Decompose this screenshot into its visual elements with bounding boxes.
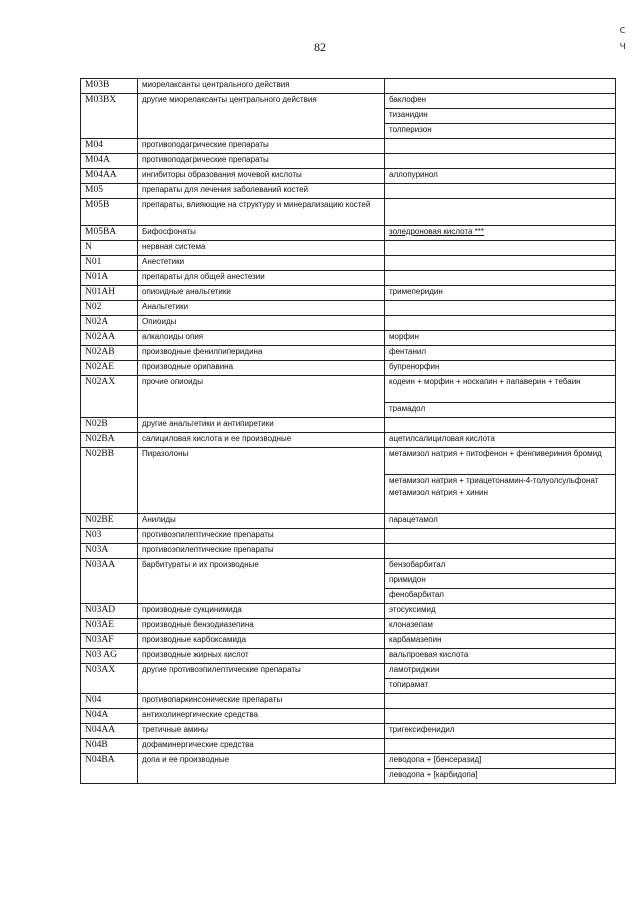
atc-code-cell: N04 — [81, 694, 138, 709]
medicine-cell — [385, 271, 616, 286]
table-row — [81, 331, 616, 346]
group-name-cell: прочие опиоиды — [138, 376, 385, 418]
medicine-cell: бензобарбитал — [385, 559, 616, 574]
atc-code-cell: M05 — [81, 184, 138, 199]
medicine-cell: леводопа + [карбидопа] — [385, 769, 616, 784]
table-row — [81, 694, 616, 709]
atc-code-cell: N01A — [81, 271, 138, 286]
medicine-cell: кодеин + морфин + носкапин + папаверин + тебаин — [385, 376, 616, 403]
atc-code-cell: N03 — [81, 529, 138, 544]
group-name-cell: Пиразолоны — [138, 448, 385, 514]
medicine-cell: трамадол — [385, 403, 616, 418]
corner-mark-top: с — [619, 23, 626, 36]
medicine-cell: морфин — [385, 331, 616, 346]
atc-code-cell: N03AA — [81, 559, 138, 604]
group-name-cell: другие противоэпилептические препараты — [138, 664, 385, 694]
group-name-cell: другие анальгетики и антипиретики — [138, 418, 385, 433]
medicine-cell — [385, 694, 616, 709]
atc-code-cell: N02A — [81, 316, 138, 331]
group-name-cell: препараты, влияющие на структуру и минерализацию костей — [138, 199, 385, 226]
table-row — [81, 241, 616, 256]
table-row — [81, 709, 616, 724]
table-row — [81, 418, 616, 433]
medicine-cell: аллопуринол — [385, 169, 616, 184]
atc-code-cell: N03AD — [81, 604, 138, 619]
medicine-cell: тригексифенидил — [385, 724, 616, 739]
medicine-cell: топирамат — [385, 679, 616, 694]
atc-code-cell: N02 — [81, 301, 138, 316]
medicine-cell — [385, 139, 616, 154]
table-row — [81, 514, 616, 529]
group-name-cell: барбитураты и их производные — [138, 559, 385, 604]
group-name-cell: антихолинергические средства — [138, 709, 385, 724]
medicine-cell: золедроновая кислота *** — [385, 226, 616, 241]
group-name-cell: противоэпилептические препараты — [138, 529, 385, 544]
atc-code-cell: N02AB — [81, 346, 138, 361]
medicine-cell: карбамазепин — [385, 634, 616, 649]
atc-code-cell: N03AE — [81, 619, 138, 634]
group-name-cell: ингибиторы образования мочевой кислоты — [138, 169, 385, 184]
table-row — [81, 256, 616, 271]
medicine-cell — [385, 316, 616, 331]
medicine-cell: вальпроевая кислота — [385, 649, 616, 664]
atc-code-cell: M05B — [81, 199, 138, 226]
group-name-cell: производные жирных кислот — [138, 649, 385, 664]
medicine-cell: примидон — [385, 574, 616, 589]
group-name-cell: препараты для лечения заболеваний костей — [138, 184, 385, 199]
table-row — [81, 724, 616, 739]
table-row — [81, 184, 616, 199]
atc-code-cell: M05BA — [81, 226, 138, 241]
medicine-cell: этосуксимид — [385, 604, 616, 619]
medicine-cell — [385, 154, 616, 169]
table-row — [81, 271, 616, 286]
atc-code-cell: N04A — [81, 709, 138, 724]
group-name-cell: дофаминергические средства — [138, 739, 385, 754]
table-row — [81, 604, 616, 619]
table-row — [81, 301, 616, 316]
medicine-cell: ацетилсалициловая кислота — [385, 433, 616, 448]
medicine-cell — [385, 529, 616, 544]
corner-mark-bottom: ч — [619, 39, 626, 52]
medicine-cell: бупренорфин — [385, 361, 616, 376]
table-row — [81, 376, 616, 403]
group-name-cell: производные бензодиазепина — [138, 619, 385, 634]
atc-code-cell: N02BE — [81, 514, 138, 529]
table-row — [81, 286, 616, 301]
group-name-cell: салициловая кислота и ее производные — [138, 433, 385, 448]
atc-code-cell: M04A — [81, 154, 138, 169]
atc-code-cell: N02B — [81, 418, 138, 433]
atc-code-cell: N02BB — [81, 448, 138, 514]
table-row — [81, 79, 616, 94]
medicine-cell: толперизон — [385, 124, 616, 139]
atc-code-cell: N01AH — [81, 286, 138, 301]
table-row — [81, 226, 616, 241]
group-name-cell: Опиоиды — [138, 316, 385, 331]
table-row — [81, 739, 616, 754]
group-name-cell: Бифосфонаты — [138, 226, 385, 241]
group-name-cell: противоэпилептические препараты — [138, 544, 385, 559]
group-name-cell: противопаркинсонические препараты — [138, 694, 385, 709]
atc-code-cell: N01 — [81, 256, 138, 271]
atc-code-cell: N04AA — [81, 724, 138, 739]
group-name-cell: производные сукцинимида — [138, 604, 385, 619]
group-name-cell: противоподагрические препараты — [138, 154, 385, 169]
medicine-cell — [385, 418, 616, 433]
medicine-cell — [385, 241, 616, 256]
medicine-cell: метамизол натрия + триацетонамин-4-толуолсульфонат метамизол натрия + хинин — [385, 475, 616, 514]
atc-code-cell: M04 — [81, 139, 138, 154]
table-row — [81, 634, 616, 649]
table-row — [81, 754, 616, 769]
page-number: 82 — [314, 40, 326, 54]
medicine-cell — [385, 301, 616, 316]
table-row — [81, 94, 616, 109]
atc-code-cell: N03AF — [81, 634, 138, 649]
medicine-cell — [385, 184, 616, 199]
table-row — [81, 139, 616, 154]
atc-code-cell: N02BA — [81, 433, 138, 448]
atc-code-cell: N02AA — [81, 331, 138, 346]
medicine-cell — [385, 739, 616, 754]
medicine-cell: баклофен — [385, 94, 616, 109]
table-row — [81, 649, 616, 664]
medicine-cell — [385, 709, 616, 724]
medicine-cell — [385, 199, 616, 226]
group-name-cell: Анестетики — [138, 256, 385, 271]
table-row — [81, 154, 616, 169]
table-row — [81, 448, 616, 475]
medicine-cell — [385, 79, 616, 94]
medicine-cell: клоназепам — [385, 619, 616, 634]
corner-scan-marks — [620, 22, 627, 54]
medicine-cell: фентанил — [385, 346, 616, 361]
medicine-cell: парацетамол — [385, 514, 616, 529]
medicine-cell — [385, 256, 616, 271]
group-name-cell: производные фенилпиперидина — [138, 346, 385, 361]
drug-classification-table — [80, 78, 616, 784]
medicine-cell — [385, 544, 616, 559]
atc-code-cell: M03B — [81, 79, 138, 94]
table-row — [81, 433, 616, 448]
group-name-cell: противоподагрические препараты — [138, 139, 385, 154]
group-name-cell: алкалоиды опия — [138, 331, 385, 346]
table-row — [81, 664, 616, 679]
group-name-cell: миорелаксанты центрального действия — [138, 79, 385, 94]
table-row — [81, 619, 616, 634]
group-name-cell: Анальгетики — [138, 301, 385, 316]
group-name-cell: препараты для общей анестезии — [138, 271, 385, 286]
medicine-cell: тримеперидин — [385, 286, 616, 301]
table-body — [81, 79, 616, 784]
table-row — [81, 559, 616, 574]
atc-code-cell: N02AX — [81, 376, 138, 418]
group-name-cell: нервная система — [138, 241, 385, 256]
medicine-cell: метамизол натрия + питофенон + фенпивериния бромид — [385, 448, 616, 475]
group-name-cell: другие миорелаксанты центрального действия — [138, 94, 385, 139]
table-row — [81, 361, 616, 376]
atc-code-cell: N04BA — [81, 754, 138, 784]
table-row — [81, 346, 616, 361]
medicine-cell: тизанидин — [385, 109, 616, 124]
medicine-cell: фенобарбитал — [385, 589, 616, 604]
medicine-cell: леводопа + [бенсеразид] — [385, 754, 616, 769]
group-name-cell: опиоидные анальгетики — [138, 286, 385, 301]
group-name-cell: Анилиды — [138, 514, 385, 529]
group-name-cell: производные орипавина — [138, 361, 385, 376]
medicine-cell: ламотриджин — [385, 664, 616, 679]
table-row — [81, 169, 616, 184]
atc-code-cell: M03BX — [81, 94, 138, 139]
group-name-cell: производные карбоксамида — [138, 634, 385, 649]
atc-code-cell: N02AE — [81, 361, 138, 376]
table-row — [81, 529, 616, 544]
atc-code-cell: N — [81, 241, 138, 256]
atc-code-cell: N03 AG — [81, 649, 138, 664]
atc-code-cell: M04AA — [81, 169, 138, 184]
group-name-cell: третичные амины — [138, 724, 385, 739]
table-row — [81, 544, 616, 559]
atc-code-cell: N04B — [81, 739, 138, 754]
table-row — [81, 199, 616, 226]
atc-code-cell: N03AX — [81, 664, 138, 694]
atc-code-cell: N03A — [81, 544, 138, 559]
group-name-cell: допа и ее производные — [138, 754, 385, 784]
table-row — [81, 316, 616, 331]
